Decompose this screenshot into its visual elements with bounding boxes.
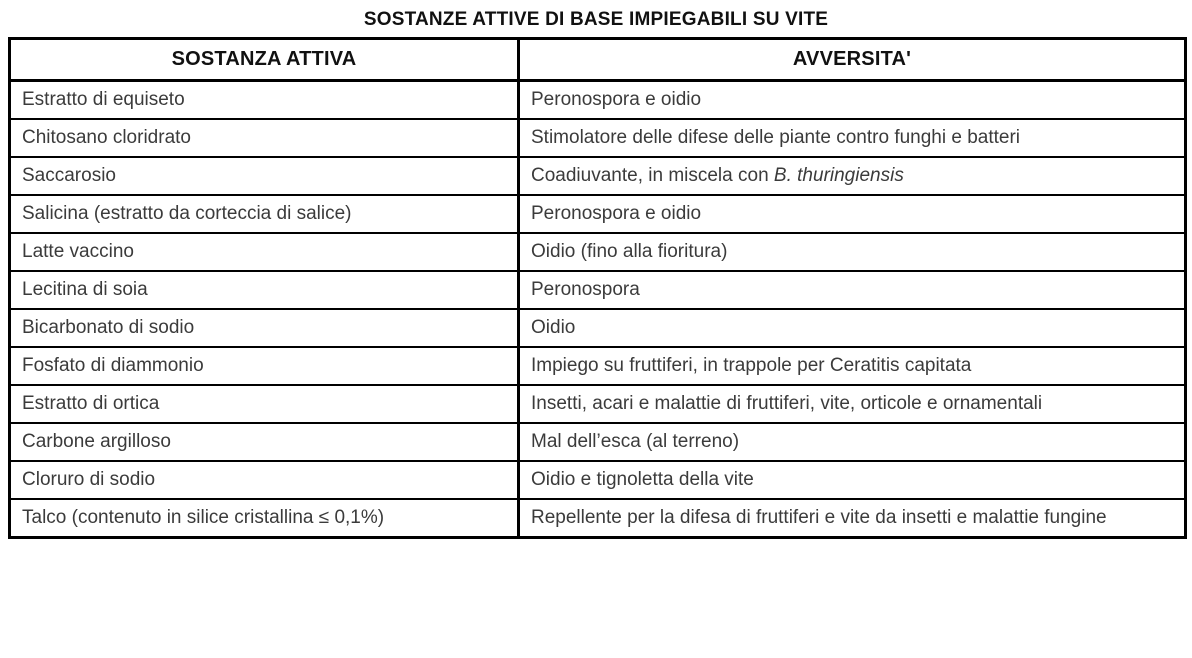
cell-text: Fosfato di diammonio xyxy=(22,355,204,376)
column-header-avversita: AVVERSITA' xyxy=(519,39,1186,81)
cell-text: Talco (contenuto in silice cristallina ≤ 0,1%) xyxy=(22,507,385,528)
adversity-cell xyxy=(519,499,1186,538)
cell-text: Bicarbonato di sodio xyxy=(22,317,195,338)
substance-cell xyxy=(10,347,519,385)
cell-text: Peronospora e oidio xyxy=(531,203,702,224)
table-row xyxy=(10,423,1186,461)
table-row xyxy=(10,309,1186,347)
cell-text: Saccarosio xyxy=(22,165,116,186)
table-row xyxy=(10,81,1186,120)
adversity-cell xyxy=(519,461,1186,499)
column-header-sostanza-attiva: SOSTANZA ATTIVA xyxy=(10,39,519,81)
cell-text: Salicina (estratto da corteccia di salice) xyxy=(22,203,352,224)
table-header-row xyxy=(10,39,1186,81)
cell-text: Estratto di equiseto xyxy=(22,89,185,110)
cell-text: Oidio xyxy=(531,317,576,338)
cell-text: Lecitina di soia xyxy=(22,279,148,300)
cell-text: Oidio (fino alla fioritura) xyxy=(531,241,728,262)
table-row xyxy=(10,271,1186,309)
table-row xyxy=(10,385,1186,423)
cell-text: Impiego su fruttiferi, in trappole per Ceratitis capitata xyxy=(531,355,972,376)
page-title: SOSTANZE ATTIVE DI BASE IMPIEGABILI SU VITE xyxy=(363,9,829,30)
table-row xyxy=(10,195,1186,233)
adversity-cell xyxy=(519,309,1186,347)
substance-cell xyxy=(10,233,519,271)
table-row xyxy=(10,157,1186,195)
table-row xyxy=(10,499,1186,538)
adversity-cell xyxy=(519,385,1186,423)
cell-text: Peronospora e oidio xyxy=(531,89,702,110)
substance-cell xyxy=(10,499,519,538)
cell-text: Carbone argilloso xyxy=(22,431,171,452)
substance-cell xyxy=(10,461,519,499)
cell-text: Oidio e tignoletta della vite xyxy=(531,469,754,490)
table-body xyxy=(10,81,1186,538)
substance-cell xyxy=(10,385,519,423)
adversity-cell xyxy=(519,233,1186,271)
adversity-cell xyxy=(519,157,1186,195)
adversity-cell xyxy=(519,81,1186,120)
substances-table xyxy=(8,37,1187,539)
substance-cell xyxy=(10,157,519,195)
cell-text: Mal dell’esca (al terreno) xyxy=(531,431,740,452)
substance-cell xyxy=(10,309,519,347)
table-row xyxy=(10,233,1186,271)
cell-text: Coadiuvante, in miscela con xyxy=(531,165,774,186)
cell-text: Insetti, acari e malattie di fruttiferi, vite, orticole e ornamentali xyxy=(531,393,1043,414)
substance-cell xyxy=(10,423,519,461)
table-row xyxy=(10,119,1186,157)
table-row xyxy=(10,347,1186,385)
adversity-cell xyxy=(519,347,1186,385)
adversity-cell xyxy=(519,423,1186,461)
cell-text: Repellente per la difesa di fruttiferi e vite da insetti e malattie fungine xyxy=(531,507,1107,528)
adversity-cell xyxy=(519,195,1186,233)
cell-text: Estratto di ortica xyxy=(22,393,160,414)
cell-text: Chitosano cloridrato xyxy=(22,127,191,148)
cell-text: Stimolatore delle difese delle piante contro funghi e batteri xyxy=(531,127,1021,148)
adversity-cell xyxy=(519,271,1186,309)
substance-cell xyxy=(10,271,519,309)
adversity-cell xyxy=(519,119,1186,157)
substance-cell xyxy=(10,119,519,157)
table-row xyxy=(10,461,1186,499)
substance-cell xyxy=(10,81,519,120)
cell-text: Peronospora xyxy=(531,279,640,300)
substance-cell xyxy=(10,195,519,233)
cell-text: Latte vaccino xyxy=(22,241,134,262)
species-name-italic: B. thuringiensis xyxy=(773,165,904,186)
cell-text: Cloruro di sodio xyxy=(22,469,156,490)
